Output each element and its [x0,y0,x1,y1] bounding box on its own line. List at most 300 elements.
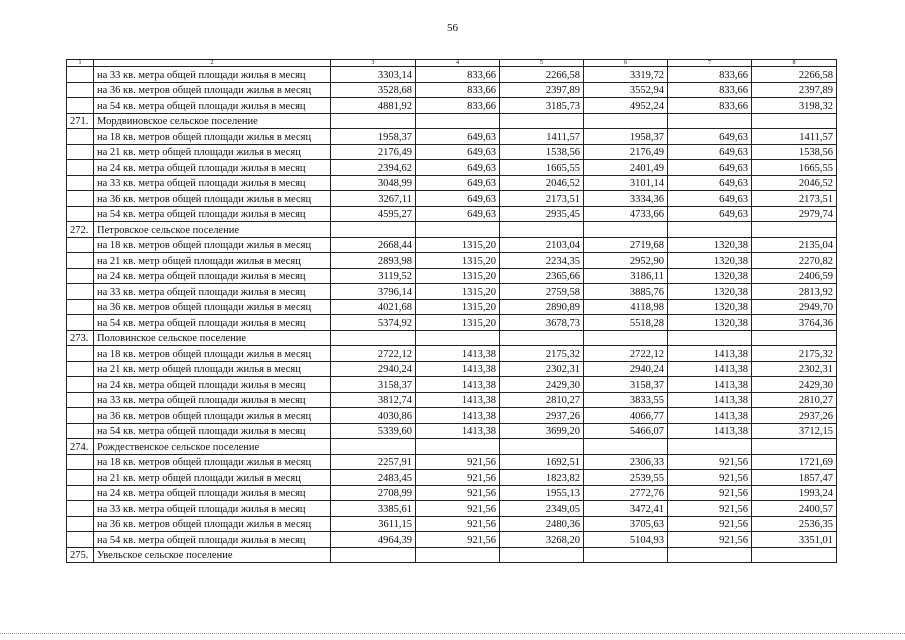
row-description: на 54 кв. метра общей площади жилья в месяц [94,98,331,114]
value-cell: 5104,93 [584,532,668,548]
value-cell: 1993,24 [752,485,837,501]
value-cell: 649,63 [668,175,752,191]
table-row [67,268,837,284]
value-cell: 1315,20 [416,237,500,253]
row-description: на 18 кв. метров общей площади жилья в месяц [94,454,331,470]
value-cell: 2135,04 [752,237,837,253]
value-cell: 3833,55 [584,392,668,408]
value-cell: 3351,01 [752,532,837,548]
value-cell: 1411,57 [752,129,837,145]
column-number: 1 [67,60,94,67]
row-number [67,67,94,83]
value-cell [584,113,668,129]
value-cell: 4021,68 [331,299,416,315]
table-row [67,253,837,269]
value-cell: 1413,38 [416,392,500,408]
value-cell: 3185,73 [500,98,584,114]
value-cell: 1958,37 [331,129,416,145]
value-cell: 1411,57 [500,129,584,145]
value-cell: 1665,55 [752,160,837,176]
value-cell [752,222,837,238]
row-number [67,129,94,145]
row-number [67,160,94,176]
table-row [67,470,837,486]
value-cell [331,330,416,346]
value-cell: 649,63 [668,129,752,145]
row-number [67,532,94,548]
row-description: Мордвиновское сельское поселение [94,113,331,129]
value-cell [416,113,500,129]
value-cell: 833,66 [416,67,500,83]
value-cell: 3712,15 [752,423,837,439]
value-cell: 1315,20 [416,253,500,269]
value-cell: 3885,76 [584,284,668,300]
value-cell: 2940,24 [331,361,416,377]
value-cell [500,330,584,346]
table-row [67,330,837,346]
column-number: 7 [668,60,752,67]
value-cell: 2397,89 [752,82,837,98]
value-cell: 3705,63 [584,516,668,532]
row-number [67,485,94,501]
value-cell: 921,56 [668,454,752,470]
value-cell: 833,66 [668,82,752,98]
value-cell: 921,56 [416,516,500,532]
table-row [67,191,837,207]
value-cell: 2406,59 [752,268,837,284]
value-cell: 1665,55 [500,160,584,176]
value-cell [668,547,752,563]
row-description: на 36 кв. метров общей площади жилья в месяц [94,82,331,98]
value-cell: 1692,51 [500,454,584,470]
row-number: 275. [67,547,94,563]
value-cell: 2266,58 [500,67,584,83]
row-number [67,175,94,191]
value-cell: 2394,62 [331,160,416,176]
value-cell: 1823,82 [500,470,584,486]
value-cell: 2813,92 [752,284,837,300]
value-cell: 3048,99 [331,175,416,191]
value-cell [668,439,752,455]
row-number [67,206,94,222]
value-cell: 2306,33 [584,454,668,470]
value-cell: 2893,98 [331,253,416,269]
value-cell: 3334,36 [584,191,668,207]
value-cell: 3101,14 [584,175,668,191]
table-row [67,361,837,377]
row-description: на 24 кв. метра общей площади жилья в месяц [94,485,331,501]
row-description: на 21 кв. метр общей площади жилья в месяц [94,144,331,160]
value-cell [416,547,500,563]
value-cell: 921,56 [416,485,500,501]
row-number [67,315,94,331]
column-number: 2 [94,60,331,67]
table-row [67,547,837,563]
value-cell: 649,63 [416,129,500,145]
row-description: Половинское сельское поселение [94,330,331,346]
value-cell: 1320,38 [668,268,752,284]
row-number [67,82,94,98]
table-row [67,299,837,315]
value-cell: 921,56 [668,485,752,501]
value-cell: 921,56 [668,470,752,486]
table-row [67,392,837,408]
value-cell: 4030,86 [331,408,416,424]
row-description: на 33 кв. метра общей площади жилья в месяц [94,501,331,517]
table-row [67,98,837,114]
value-cell: 2173,51 [752,191,837,207]
column-number: 4 [416,60,500,67]
value-cell: 3528,68 [331,82,416,98]
value-cell: 2176,49 [584,144,668,160]
value-cell: 1857,47 [752,470,837,486]
value-cell: 921,56 [668,532,752,548]
row-description: на 54 кв. метра общей площади жилья в месяц [94,532,331,548]
row-number [67,98,94,114]
value-cell [500,439,584,455]
table-row [67,423,837,439]
value-cell [500,222,584,238]
value-cell: 2266,58 [752,67,837,83]
value-cell: 833,66 [416,98,500,114]
value-cell: 3186,11 [584,268,668,284]
table-row [67,501,837,517]
value-cell: 1955,13 [500,485,584,501]
value-cell: 1413,38 [668,408,752,424]
row-description: Петровское сельское поселение [94,222,331,238]
value-cell [668,222,752,238]
value-cell: 2810,27 [752,392,837,408]
value-cell [416,330,500,346]
value-cell: 2257,91 [331,454,416,470]
table-row [67,346,837,362]
column-number-row [67,60,837,67]
table-row [67,67,837,83]
value-cell: 4952,24 [584,98,668,114]
row-number [67,299,94,315]
row-description: на 24 кв. метра общей площади жилья в месяц [94,377,331,393]
value-cell: 2349,05 [500,501,584,517]
table-row [67,237,837,253]
value-cell: 1413,38 [668,423,752,439]
value-cell: 1413,38 [416,377,500,393]
value-cell: 2668,44 [331,237,416,253]
value-cell [331,547,416,563]
row-description: на 33 кв. метра общей площади жилья в месяц [94,284,331,300]
value-cell: 2719,68 [584,237,668,253]
value-cell: 3678,73 [500,315,584,331]
value-cell: 833,66 [416,82,500,98]
table-row [67,532,837,548]
table-row [67,284,837,300]
value-cell: 3303,14 [331,67,416,83]
table-row [67,439,837,455]
value-cell: 3319,72 [584,67,668,83]
value-cell: 5374,92 [331,315,416,331]
row-number [67,237,94,253]
value-cell: 1721,69 [752,454,837,470]
value-cell: 2176,49 [331,144,416,160]
row-description: на 36 кв. метров общей площади жилья в месяц [94,299,331,315]
row-description: на 33 кв. метра общей площади жилья в месяц [94,392,331,408]
value-cell: 2046,52 [752,175,837,191]
value-cell [500,547,584,563]
value-cell: 833,66 [668,98,752,114]
value-cell: 2173,51 [500,191,584,207]
value-cell: 1413,38 [668,346,752,362]
value-cell: 2365,66 [500,268,584,284]
value-cell: 2937,26 [752,408,837,424]
value-cell: 3385,61 [331,501,416,517]
value-cell [416,439,500,455]
value-cell: 649,63 [668,160,752,176]
table-row [67,516,837,532]
value-cell [752,113,837,129]
value-cell: 2175,32 [500,346,584,362]
table-row [67,144,837,160]
row-description: Рождественское сельское поселение [94,439,331,455]
value-cell: 649,63 [416,175,500,191]
row-description: Увельское сельское поселение [94,547,331,563]
value-cell [331,113,416,129]
value-cell: 2234,35 [500,253,584,269]
row-number [67,501,94,517]
value-cell: 4118,98 [584,299,668,315]
value-cell: 2429,30 [500,377,584,393]
row-number [67,144,94,160]
row-number [67,454,94,470]
value-cell: 2302,31 [500,361,584,377]
value-cell: 1413,38 [416,408,500,424]
value-cell: 4066,77 [584,408,668,424]
row-number [67,408,94,424]
value-cell: 2401,49 [584,160,668,176]
row-description: на 33 кв. метра общей площади жилья в месяц [94,67,331,83]
value-cell: 2935,45 [500,206,584,222]
value-cell: 1413,38 [416,423,500,439]
value-cell: 1413,38 [416,346,500,362]
value-cell: 2270,82 [752,253,837,269]
value-cell: 1320,38 [668,315,752,331]
value-cell: 3611,15 [331,516,416,532]
row-number [67,346,94,362]
table-row [67,485,837,501]
value-cell: 2400,57 [752,501,837,517]
value-cell: 3268,20 [500,532,584,548]
row-description: на 24 кв. метра общей площади жилья в месяц [94,160,331,176]
value-cell: 2536,35 [752,516,837,532]
value-cell [668,113,752,129]
value-cell: 2979,74 [752,206,837,222]
value-cell: 2103,04 [500,237,584,253]
value-cell: 1320,38 [668,284,752,300]
value-cell: 921,56 [416,501,500,517]
row-number: 272. [67,222,94,238]
row-number [67,268,94,284]
value-cell: 833,66 [668,67,752,83]
column-number: 6 [584,60,668,67]
value-cell: 4964,39 [331,532,416,548]
value-cell: 2810,27 [500,392,584,408]
table-row [67,160,837,176]
value-cell: 1315,20 [416,268,500,284]
value-cell: 5518,28 [584,315,668,331]
value-cell: 4881,92 [331,98,416,114]
value-cell: 2175,32 [752,346,837,362]
value-cell: 2890,89 [500,299,584,315]
value-cell: 3198,32 [752,98,837,114]
tariff-table [66,59,837,563]
value-cell: 3812,74 [331,392,416,408]
value-cell: 1320,38 [668,299,752,315]
table-row [67,113,837,129]
row-description: на 33 кв. метра общей площади жилья в месяц [94,175,331,191]
value-cell: 1315,20 [416,299,500,315]
value-cell: 921,56 [668,516,752,532]
row-number: 271. [67,113,94,129]
value-cell: 3472,41 [584,501,668,517]
row-number [67,423,94,439]
value-cell: 2429,30 [752,377,837,393]
row-number [67,361,94,377]
row-description: на 36 кв. метров общей площади жилья в месяц [94,408,331,424]
page-number: 56 [447,22,458,34]
table-row [67,175,837,191]
value-cell: 5339,60 [331,423,416,439]
row-description: на 18 кв. метров общей площади жилья в месяц [94,129,331,145]
value-cell: 1538,56 [752,144,837,160]
value-cell: 921,56 [416,470,500,486]
value-cell [584,330,668,346]
value-cell: 649,63 [668,191,752,207]
value-cell: 649,63 [416,160,500,176]
row-number [67,470,94,486]
value-cell: 921,56 [668,501,752,517]
value-cell: 649,63 [416,206,500,222]
value-cell: 1413,38 [416,361,500,377]
value-cell: 2722,12 [331,346,416,362]
row-description: на 24 кв. метра общей площади жилья в месяц [94,268,331,284]
row-description: на 21 кв. метр общей площади жилья в месяц [94,470,331,486]
value-cell: 3267,11 [331,191,416,207]
value-cell [752,439,837,455]
column-number: 8 [752,60,837,67]
scan-edge-line [0,633,905,634]
table-row [67,206,837,222]
value-cell: 1320,38 [668,237,752,253]
row-description: на 36 кв. метров общей площади жилья в месяц [94,191,331,207]
value-cell: 3764,36 [752,315,837,331]
value-cell: 649,63 [668,144,752,160]
value-cell: 5466,07 [584,423,668,439]
row-number: 273. [67,330,94,346]
row-description: на 54 кв. метра общей площади жилья в месяц [94,423,331,439]
value-cell: 2397,89 [500,82,584,98]
value-cell: 2708,99 [331,485,416,501]
row-description: на 54 кв. метра общей площади жилья в месяц [94,315,331,331]
value-cell [668,330,752,346]
row-description: на 36 кв. метров общей площади жилья в месяц [94,516,331,532]
table-row [67,315,837,331]
value-cell: 921,56 [416,532,500,548]
value-cell: 3158,37 [331,377,416,393]
value-cell: 2772,76 [584,485,668,501]
value-cell: 2759,58 [500,284,584,300]
row-description: на 54 кв. метра общей площади жилья в месяц [94,206,331,222]
value-cell: 2483,45 [331,470,416,486]
table-row [67,377,837,393]
value-cell: 2302,31 [752,361,837,377]
value-cell: 649,63 [668,206,752,222]
value-cell: 4595,27 [331,206,416,222]
value-cell [584,547,668,563]
value-cell: 2940,24 [584,361,668,377]
table-row [67,454,837,470]
value-cell: 921,56 [416,454,500,470]
value-cell [331,439,416,455]
value-cell [584,222,668,238]
value-cell [752,547,837,563]
value-cell: 1413,38 [668,361,752,377]
value-cell: 1413,38 [668,377,752,393]
value-cell [416,222,500,238]
table-row [67,222,837,238]
row-number [67,516,94,532]
value-cell: 1315,20 [416,315,500,331]
value-cell [584,439,668,455]
value-cell: 2046,52 [500,175,584,191]
row-number [67,191,94,207]
value-cell: 1538,56 [500,144,584,160]
value-cell: 1413,38 [668,392,752,408]
value-cell: 1958,37 [584,129,668,145]
value-cell: 2722,12 [584,346,668,362]
row-number: 274. [67,439,94,455]
row-description: на 18 кв. метров общей площади жилья в месяц [94,237,331,253]
value-cell: 3699,20 [500,423,584,439]
value-cell: 649,63 [416,191,500,207]
column-number: 5 [500,60,584,67]
value-cell: 1315,20 [416,284,500,300]
value-cell: 3796,14 [331,284,416,300]
value-cell: 2539,55 [584,470,668,486]
value-cell: 1320,38 [668,253,752,269]
row-description: на 21 кв. метр общей площади жилья в месяц [94,361,331,377]
value-cell [500,113,584,129]
value-cell [752,330,837,346]
value-cell: 4733,66 [584,206,668,222]
column-number: 3 [331,60,416,67]
value-cell: 3119,52 [331,268,416,284]
row-number [67,392,94,408]
row-number [67,377,94,393]
value-cell: 2952,90 [584,253,668,269]
row-description: на 18 кв. метров общей площади жилья в месяц [94,346,331,362]
value-cell: 2937,26 [500,408,584,424]
row-description: на 21 кв. метр общей площади жилья в месяц [94,253,331,269]
value-cell: 2480,36 [500,516,584,532]
table-body [67,60,837,563]
table-row [67,408,837,424]
row-number [67,253,94,269]
value-cell: 3552,94 [584,82,668,98]
row-number [67,284,94,300]
value-cell: 649,63 [416,144,500,160]
value-cell [331,222,416,238]
value-cell: 2949,70 [752,299,837,315]
value-cell: 3158,37 [584,377,668,393]
table-row [67,82,837,98]
